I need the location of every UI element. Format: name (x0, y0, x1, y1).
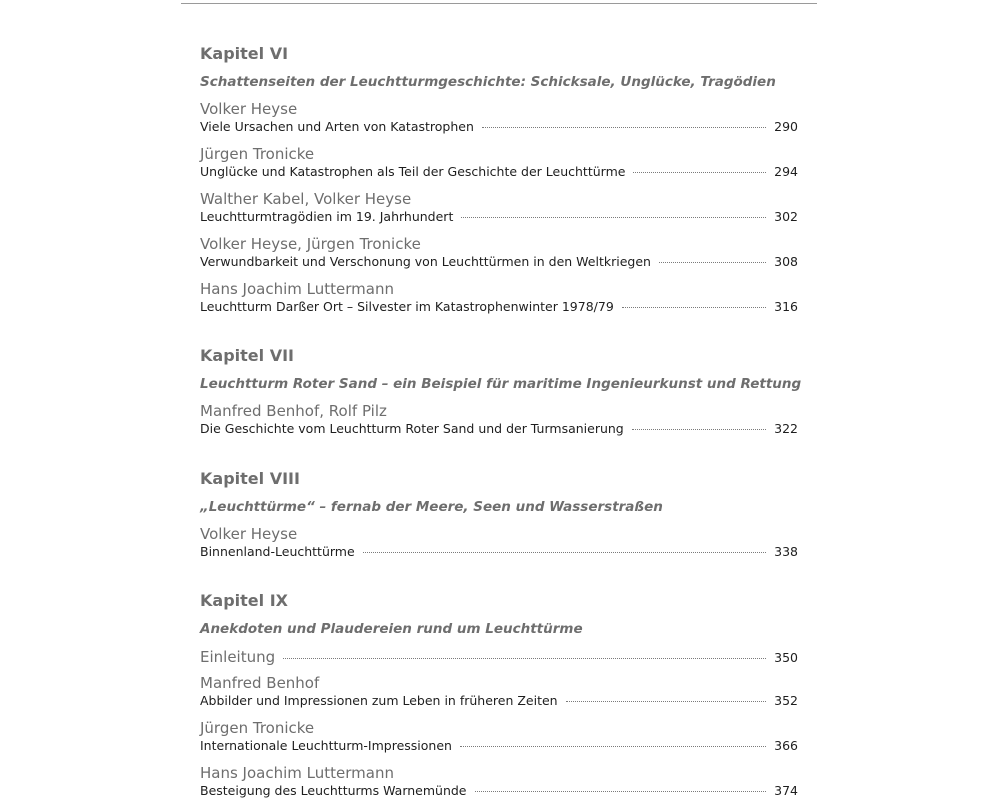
chapter-8 (200, 469, 798, 559)
entry-title: Verwundbarkeit und Verschonung von Leuchttürmen in den Weltkriegen (200, 254, 651, 269)
entry-author: Manfred Benhof, Rolf Pilz (200, 402, 387, 420)
entry-page: 290 (774, 119, 798, 134)
entry-page: 316 (774, 299, 798, 314)
dot-leader (566, 700, 766, 702)
entry-page: 338 (774, 544, 798, 559)
toc-entry[interactable] (200, 235, 798, 271)
toc-entry[interactable] (200, 280, 798, 316)
entry-title: Viele Ursachen und Arten von Katastrophen (200, 119, 474, 134)
top-rule (181, 3, 817, 4)
chapter-subtitle: Anekdoten und Plaudereien rund um Leuchttürme (200, 621, 583, 637)
entry-page: 350 (774, 650, 798, 665)
dot-leader (633, 171, 766, 173)
entry-author: Volker Heyse (200, 100, 298, 118)
dot-leader (283, 657, 766, 659)
entry-title: Die Geschichte vom Leuchtturm Roter Sand und der Turmsanierung (200, 421, 624, 436)
toc-entry[interactable] (200, 402, 798, 438)
entry-page: 302 (774, 209, 798, 224)
toc-entry[interactable] (200, 674, 798, 710)
entry-page: 374 (774, 783, 798, 798)
dot-leader (475, 790, 767, 792)
entry-page: 294 (774, 164, 798, 179)
entry-author: Jürgen Tronicke (200, 145, 315, 163)
chapter-7 (200, 346, 802, 436)
chapter-subtitle: „Leuchttürme“ – fernab der Meere, Seen und Wasserstraßen (200, 499, 663, 515)
chapter-9 (200, 591, 798, 798)
toc-entry[interactable] (200, 648, 798, 666)
entry-page: 352 (774, 693, 798, 708)
entry-title: Internationale Leuchtturm-Impressionen (200, 738, 452, 753)
dot-leader (461, 216, 766, 218)
entry-author: Hans Joachim Luttermann (200, 280, 394, 298)
entry-title: Binnenland-Leuchttürme (200, 544, 355, 559)
toc-entry[interactable] (200, 764, 798, 800)
entry-page: 322 (774, 421, 798, 436)
toc-entry[interactable] (200, 190, 798, 226)
chapter-subtitle: Schattenseiten der Leuchtturmgeschichte: Schicksale, Unglücke, Tragödien (200, 74, 776, 90)
chapter-title: Kapitel VIII (200, 469, 300, 488)
entry-title: Besteigung des Leuchtturms Warnemünde (200, 783, 467, 798)
entry-title: Einleitung (200, 648, 276, 666)
dot-leader (622, 306, 766, 308)
entry-author: Volker Heyse (200, 525, 298, 543)
entry-author: Volker Heyse, Jürgen Tronicke (200, 235, 421, 253)
dot-leader (659, 261, 766, 263)
chapter-subtitle: Leuchtturm Roter Sand – ein Beispiel für maritime Ingenieurkunst und Rettung (200, 376, 802, 392)
entry-author: Manfred Benhof (200, 674, 320, 692)
entry-page: 366 (774, 738, 798, 753)
chapter-6 (200, 44, 798, 314)
entry-author: Hans Joachim Luttermann (200, 764, 394, 782)
chapter-title: Kapitel VII (200, 346, 294, 365)
chapter-title: Kapitel VI (200, 44, 289, 63)
entry-title: Abbilder und Impressionen zum Leben in früheren Zeiten (200, 693, 558, 708)
entry-title: Leuchtturm Darßer Ort – Silvester im Katastrophenwinter 1978/79 (200, 299, 614, 314)
toc-entry[interactable] (200, 145, 798, 181)
dot-leader (482, 126, 766, 128)
toc-entry[interactable] (200, 719, 798, 755)
entry-title: Leuchtturmtragödien im 19. Jahrhundert (200, 209, 454, 224)
dot-leader (632, 428, 766, 430)
toc-entry[interactable] (200, 100, 798, 136)
toc-entry[interactable] (200, 525, 798, 561)
chapter-title: Kapitel IX (200, 591, 288, 610)
entry-page: 308 (774, 254, 798, 269)
entry-author: Walther Kabel, Volker Heyse (200, 190, 412, 208)
entry-title: Unglücke und Katastrophen als Teil der Geschichte der Leuchttürme (200, 164, 626, 179)
dot-leader (460, 745, 766, 747)
dot-leader (363, 551, 766, 553)
entry-author: Jürgen Tronicke (200, 719, 315, 737)
